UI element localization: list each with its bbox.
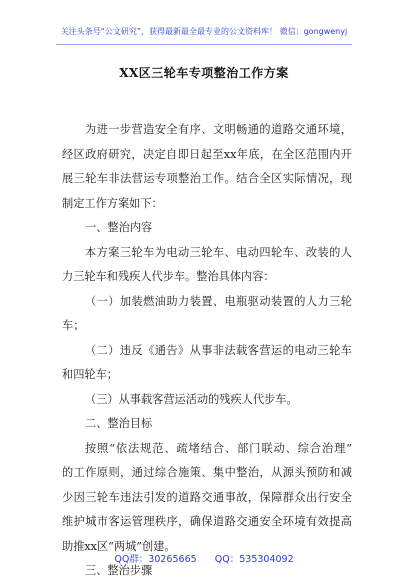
body-line: 力三轮车和残疾人代步车。整治具体内容： bbox=[62, 270, 275, 283]
section-heading: 三、整治步骤 bbox=[85, 564, 153, 577]
body-line: 助推xx区“两城”创建。 bbox=[62, 539, 176, 553]
section-heading: 二、整治目标 bbox=[85, 417, 153, 430]
footer-qq-group: QQ群：30265665 bbox=[114, 554, 197, 565]
header-divider bbox=[56, 44, 352, 45]
body-line: 维护城市客运管理秩序，确保道路交通安全环境有效提高 bbox=[62, 515, 352, 528]
body-line: 经区政府研究，决定自即日起至xx年底，在全区范围内开 bbox=[62, 147, 352, 161]
document-title: XX区三轮车专项整治工作方案 bbox=[119, 66, 289, 80]
body-line: 少因三轮车违法引发的道路交通事故，保障群众出行安全 bbox=[62, 490, 352, 504]
list-item: （一）加装燃油助力装置、电瓶驱动装置的人力三轮 bbox=[85, 294, 352, 308]
body-line: 制定工作方案如下： bbox=[62, 196, 163, 210]
section-heading: 一、整治内容 bbox=[85, 221, 153, 234]
body-line: 按照“依法规范、疏堵结合、部门联动、综合治理” bbox=[85, 441, 352, 455]
document-body bbox=[62, 118, 352, 584]
header-notice: 关注头条号“公文研究”，获得最新最全最专业的公文资料库！ 微信：gongwenyj bbox=[60, 27, 348, 36]
footer-contact bbox=[0, 551, 408, 565]
list-item: （三）从事载客营运活动的残疾人代步车。 bbox=[85, 392, 298, 406]
body-line: 的工作原则，通过综合施策、集中整治，从源头预防和减 bbox=[62, 466, 352, 479]
body-line: 展三轮车非法营运专项整治工作。结合全区实际情况，现 bbox=[62, 172, 352, 185]
list-item-continuation: 和四轮车； bbox=[62, 368, 118, 381]
footer-qq: QQ：535304092 bbox=[214, 554, 294, 565]
list-item: （二）违反《通告》从事非法载客营运的电动三轮车 bbox=[85, 343, 352, 357]
list-item-continuation: 车； bbox=[62, 319, 85, 332]
body-line: 为进一步营造安全有序、文明畅通的道路交通环境， bbox=[85, 123, 352, 136]
body-line: 本方案三轮车为电动三轮车、电动四轮车、改装的人 bbox=[85, 245, 352, 259]
